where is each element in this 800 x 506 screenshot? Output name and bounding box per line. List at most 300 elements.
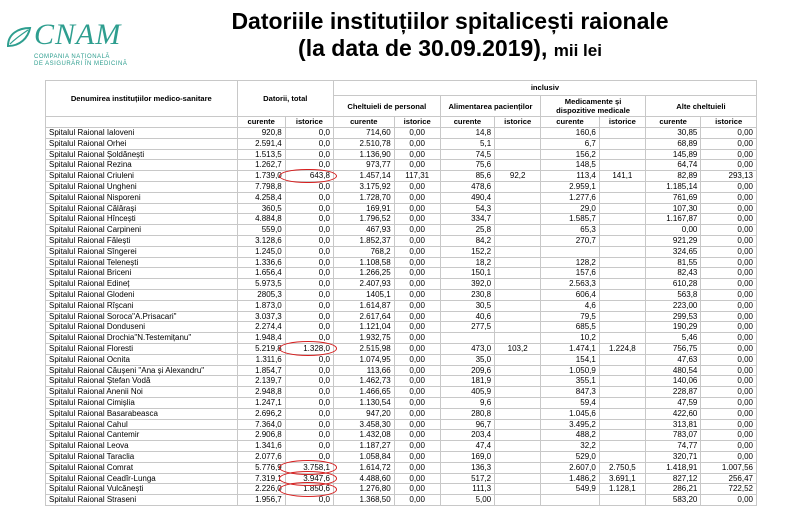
value-cell: 152,2 (440, 246, 494, 257)
value-cell: 0,00 (701, 138, 757, 149)
value-cell: 1.656,4 (237, 268, 285, 279)
value-cell: 1.136,90 (333, 149, 394, 160)
value-cell: 0,0 (285, 138, 333, 149)
value-cell: 2.617,64 (333, 311, 394, 322)
value-cell: 1.956,7 (237, 495, 285, 506)
value-cell: 84,2 (440, 235, 494, 246)
value-cell: 3.175,92 (333, 181, 394, 192)
value-cell: 2.226,0 (237, 484, 285, 495)
value-cell: 47,59 (645, 397, 700, 408)
value-cell: 117,31 (394, 171, 440, 182)
value-cell: 128,2 (541, 257, 600, 268)
value-cell: 1.728,70 (333, 192, 394, 203)
value-cell: 4.258,4 (237, 192, 285, 203)
hospital-name: Spitalul Raional Briceni (46, 268, 238, 279)
value-cell: 157,6 (541, 268, 600, 279)
value-cell: 610,28 (645, 279, 700, 290)
value-cell: 0,00 (394, 473, 440, 484)
table-row (46, 397, 757, 408)
subheader-istorice: istorice (701, 117, 757, 128)
table-row (46, 408, 757, 419)
value-cell: 0,00 (394, 203, 440, 214)
value-cell: 0,00 (701, 246, 757, 257)
value-cell: 113,4 (541, 171, 600, 182)
hospital-name: Spitalul Raional Rîșcani (46, 300, 238, 311)
value-cell: 1.873,0 (237, 300, 285, 311)
value-cell: 0,00 (394, 365, 440, 376)
hospital-name: Spitalul Raional Hîncești (46, 214, 238, 225)
value-cell: 0,0 (285, 192, 333, 203)
value-cell: 0,0 (285, 333, 333, 344)
value-cell (541, 246, 600, 257)
value-cell: 1.457,14 (333, 171, 394, 182)
value-cell: 0,00 (701, 343, 757, 354)
value-cell: 1.187,27 (333, 441, 394, 452)
value-cell: 190,29 (645, 322, 700, 333)
logo-subtitle-line-2: DE ASIGURĂRI ÎN MEDICINĂ (34, 61, 128, 67)
value-cell: 141,1 (599, 171, 645, 182)
value-cell: 145,89 (645, 149, 700, 160)
value-cell: 0,00 (701, 419, 757, 430)
value-cell: 0,0 (285, 376, 333, 387)
table-row (46, 354, 757, 365)
value-cell (495, 257, 541, 268)
value-cell (495, 225, 541, 236)
table-row (46, 160, 757, 171)
circled-value-cell: 1.328,0 (285, 343, 333, 354)
value-cell: 64,74 (645, 160, 700, 171)
value-cell: 203,4 (440, 430, 494, 441)
value-cell: 5,46 (645, 333, 700, 344)
value-cell: 85,6 (440, 171, 494, 182)
value-cell (599, 214, 645, 225)
value-cell: 0,0 (285, 181, 333, 192)
value-cell: 0,00 (701, 225, 757, 236)
value-cell (495, 451, 541, 462)
value-cell: 7.319,1 (237, 473, 285, 484)
value-cell (599, 203, 645, 214)
header-alte: Alte cheltuieli (645, 96, 756, 117)
value-cell (599, 279, 645, 290)
value-cell: 1.007,56 (701, 462, 757, 473)
value-cell: 324,65 (645, 246, 700, 257)
value-cell: 0,0 (285, 354, 333, 365)
value-cell: 10,2 (541, 333, 600, 344)
header-inclusiv: inclusiv (333, 81, 756, 96)
value-cell: 2.515,98 (333, 343, 394, 354)
value-cell: 0,00 (394, 441, 440, 452)
value-cell (495, 354, 541, 365)
value-cell: 1.432,08 (333, 430, 394, 441)
value-cell (599, 333, 645, 344)
value-cell: 14,8 (440, 128, 494, 139)
value-cell (599, 419, 645, 430)
table-row (46, 387, 757, 398)
value-cell: 4.488,60 (333, 473, 394, 484)
value-cell: 355,1 (541, 376, 600, 387)
value-cell: 0,00 (701, 181, 757, 192)
debts-table (45, 80, 757, 506)
table-row (46, 333, 757, 344)
value-cell: 0,00 (645, 225, 700, 236)
value-cell: 280,8 (440, 408, 494, 419)
value-cell: 2.906,8 (237, 430, 285, 441)
table-row (46, 365, 757, 376)
value-cell: 2805,3 (237, 289, 285, 300)
value-cell (495, 149, 541, 160)
value-cell: 277,5 (440, 322, 494, 333)
value-cell (495, 279, 541, 290)
value-cell: 0,00 (701, 128, 757, 139)
value-cell: 82,43 (645, 268, 700, 279)
value-cell: 0,00 (394, 192, 440, 203)
value-cell: 1.074,95 (333, 354, 394, 365)
value-cell: 0,00 (701, 365, 757, 376)
value-cell: 0,00 (394, 289, 440, 300)
value-cell: 1.466,65 (333, 387, 394, 398)
value-cell (599, 397, 645, 408)
value-cell: 92,2 (495, 171, 541, 182)
value-cell (599, 387, 645, 398)
value-cell (495, 289, 541, 300)
value-cell: 0,00 (701, 311, 757, 322)
value-cell: 1.266,25 (333, 268, 394, 279)
hospital-name: Spitalul Raional Fălești (46, 235, 238, 246)
value-cell: 0,00 (394, 387, 440, 398)
value-cell: 0,0 (285, 268, 333, 279)
page-title: Datoriile instituțiilor spitalicești raionale (231, 8, 669, 34)
value-cell: 169,0 (440, 451, 494, 462)
value-cell: 18,2 (440, 257, 494, 268)
value-cell: 0,00 (701, 441, 757, 452)
table-row (46, 181, 757, 192)
table-row (46, 171, 757, 182)
value-cell: 0,00 (701, 214, 757, 225)
value-cell: 0,00 (701, 160, 757, 171)
value-cell (599, 365, 645, 376)
table-row (46, 311, 757, 322)
header-blank (46, 117, 238, 128)
table-row (46, 246, 757, 257)
value-cell: 1.585,7 (541, 214, 600, 225)
value-cell: 2.274,4 (237, 322, 285, 333)
value-cell: 0,00 (394, 408, 440, 419)
value-cell: 0,0 (285, 203, 333, 214)
value-cell: 0,00 (701, 268, 757, 279)
value-cell: 74,5 (440, 149, 494, 160)
value-cell: 467,93 (333, 225, 394, 236)
value-cell: 0,00 (394, 300, 440, 311)
value-cell (599, 311, 645, 322)
value-cell: 4,6 (541, 300, 600, 311)
value-cell: 0,00 (394, 419, 440, 430)
value-cell (599, 408, 645, 419)
value-cell (495, 322, 541, 333)
value-cell: 320,71 (645, 451, 700, 462)
subheader-curente: curente (541, 117, 600, 128)
value-cell: 1.121,04 (333, 322, 394, 333)
value-cell: 1.932,75 (333, 333, 394, 344)
value-cell (599, 246, 645, 257)
header-total: Datorii, total (237, 81, 333, 117)
value-cell: 0,00 (701, 495, 757, 506)
value-cell: 3.458,30 (333, 419, 394, 430)
value-cell: 0,00 (701, 333, 757, 344)
value-cell: 0,00 (394, 430, 440, 441)
hospital-name: Spitalul Raional Telenești (46, 257, 238, 268)
value-cell: 0,00 (394, 279, 440, 290)
table-row (46, 462, 757, 473)
table-row (46, 322, 757, 333)
value-cell: 59,4 (541, 397, 600, 408)
value-cell: 1.474,1 (541, 343, 600, 354)
value-cell: 0,00 (394, 160, 440, 171)
table-row (46, 268, 757, 279)
value-cell (599, 289, 645, 300)
value-cell (599, 235, 645, 246)
value-cell: 1.796,52 (333, 214, 394, 225)
hospital-name: Spitalul Raional Cimișlia (46, 397, 238, 408)
value-cell: 0,00 (394, 462, 440, 473)
table-row (46, 451, 757, 462)
value-cell: 921,29 (645, 235, 700, 246)
value-cell: 0,00 (394, 214, 440, 225)
value-cell: 30,85 (645, 128, 700, 139)
value-cell: 0,0 (285, 289, 333, 300)
value-cell: 29,0 (541, 203, 600, 214)
hospital-name: Spitalul Raional Comrat (46, 462, 238, 473)
value-cell: 685,5 (541, 322, 600, 333)
hospital-name: Spitalul Raional Soroca"A.Prisacari" (46, 311, 238, 322)
subheader-curente: curente (237, 117, 285, 128)
value-cell: 7.364,0 (237, 419, 285, 430)
value-cell: 7.798,8 (237, 181, 285, 192)
value-cell (495, 333, 541, 344)
value-cell: 1.224,8 (599, 343, 645, 354)
subheader-istorice: istorice (394, 117, 440, 128)
circled-value-cell: 643,8 (285, 171, 333, 182)
value-cell: 0,0 (285, 225, 333, 236)
table-row (46, 484, 757, 495)
table-row (46, 300, 757, 311)
table-row (46, 289, 757, 300)
value-cell: 0,00 (394, 484, 440, 495)
hospital-name: Spitalul Raional Ialoveni (46, 128, 238, 139)
table-row (46, 441, 757, 452)
value-cell: 947,20 (333, 408, 394, 419)
value-cell (599, 225, 645, 236)
value-cell: 0,00 (394, 311, 440, 322)
value-cell (495, 376, 541, 387)
value-cell (495, 408, 541, 419)
value-cell: 714,60 (333, 128, 394, 139)
value-cell: 209,6 (440, 365, 494, 376)
value-cell: 0,0 (285, 160, 333, 171)
value-cell: 1.614,87 (333, 300, 394, 311)
value-cell: 0,00 (701, 279, 757, 290)
value-cell (495, 365, 541, 376)
value-cell: 1.128,1 (599, 484, 645, 495)
value-cell: 0,0 (285, 441, 333, 452)
table-row (46, 128, 757, 139)
value-cell: 5.219,8 (237, 343, 285, 354)
value-cell: 0,00 (394, 376, 440, 387)
value-cell: 3.128,6 (237, 235, 285, 246)
value-cell: 0,00 (394, 225, 440, 236)
value-cell (495, 128, 541, 139)
value-cell: 2.591,4 (237, 138, 285, 149)
value-cell (495, 181, 541, 192)
value-cell: 0,00 (394, 128, 440, 139)
table-row (46, 203, 757, 214)
value-cell: 0,0 (285, 495, 333, 506)
value-cell: 0,0 (285, 408, 333, 419)
value-cell: 722,52 (701, 484, 757, 495)
value-cell (495, 192, 541, 203)
value-cell: 150,1 (440, 268, 494, 279)
value-cell: 478,6 (440, 181, 494, 192)
hospital-name: Spitalul Raional Floresti (46, 343, 238, 354)
subheader-istorice: istorice (495, 117, 541, 128)
value-cell (440, 333, 494, 344)
value-cell: 228,87 (645, 387, 700, 398)
value-cell: 422,60 (645, 408, 700, 419)
value-cell: 0,00 (394, 181, 440, 192)
value-cell (599, 300, 645, 311)
value-cell: 0,0 (285, 300, 333, 311)
value-cell: 25,8 (440, 225, 494, 236)
value-cell: 32,2 (541, 441, 600, 452)
value-cell: 136,3 (440, 462, 494, 473)
value-cell: 0,00 (701, 322, 757, 333)
value-cell: 0,00 (394, 495, 440, 506)
hospital-name: Spitalul Raional Criuleni (46, 171, 238, 182)
value-cell: 405,9 (440, 387, 494, 398)
table-row (46, 214, 757, 225)
value-cell: 1.185,14 (645, 181, 700, 192)
value-cell: 606,4 (541, 289, 600, 300)
hospital-name: Spitalul Raional Carpineni (46, 225, 238, 236)
hospital-name: Spitalul Raional Rezina (46, 160, 238, 171)
value-cell: 148,5 (541, 160, 600, 171)
value-cell: 156,2 (541, 149, 600, 160)
value-cell: 2.563,3 (541, 279, 600, 290)
value-cell: 360,5 (237, 203, 285, 214)
value-cell: 1.167,87 (645, 214, 700, 225)
value-cell: 973,77 (333, 160, 394, 171)
value-cell (599, 430, 645, 441)
value-cell: 169,91 (333, 203, 394, 214)
header-alimentare: Alimentarea pacienților (440, 96, 541, 117)
value-cell: 827,12 (645, 473, 700, 484)
value-cell (495, 160, 541, 171)
table-row (46, 225, 757, 236)
value-cell: 0,00 (394, 451, 440, 462)
value-cell: 4.884,8 (237, 214, 285, 225)
hospital-name: Spitalul Raional Ocnita (46, 354, 238, 365)
hospital-name: Spitalul Raional Ungheni (46, 181, 238, 192)
value-cell: 40,6 (440, 311, 494, 322)
hospital-name: Spitalul Raional Sîngerei (46, 246, 238, 257)
value-cell: 82,89 (645, 171, 700, 182)
value-cell: 223,00 (645, 300, 700, 311)
value-cell: 0,00 (394, 354, 440, 365)
value-cell: 1.418,91 (645, 462, 700, 473)
unit-label: mii lei (553, 41, 602, 60)
value-cell: 334,7 (440, 214, 494, 225)
value-cell: 47,4 (440, 441, 494, 452)
value-cell: 2.750,5 (599, 462, 645, 473)
value-cell: 0,0 (285, 246, 333, 257)
hospital-name: Spitalul Raional Straseni (46, 495, 238, 506)
value-cell: 1.739,0 (237, 171, 285, 182)
value-cell: 0,00 (701, 235, 757, 246)
table-row (46, 192, 757, 203)
value-cell (599, 451, 645, 462)
table-row (46, 279, 757, 290)
value-cell: 5,00 (440, 495, 494, 506)
value-cell (495, 203, 541, 214)
value-cell: 35,0 (440, 354, 494, 365)
table-row (46, 235, 757, 246)
circled-value-cell: 3.947,6 (285, 473, 333, 484)
hospital-name: Spitalul Raional Ștefan Vodă (46, 376, 238, 387)
value-cell: 1.130,54 (333, 397, 394, 408)
cnam-logo (4, 18, 128, 72)
subheader-curente: curente (645, 117, 700, 128)
hospital-name: Spitalul Raional Basarabeasca (46, 408, 238, 419)
value-cell: 0,00 (394, 257, 440, 268)
value-cell: 65,3 (541, 225, 600, 236)
value-cell: 0,00 (394, 268, 440, 279)
hospital-name: Spitalul Raional Leova (46, 441, 238, 452)
table-row (46, 257, 757, 268)
subheader-curente: curente (333, 117, 394, 128)
table-body (46, 128, 757, 506)
value-cell: 2.696,2 (237, 408, 285, 419)
value-cell: 920,8 (237, 128, 285, 139)
hospital-name: Spitalul Raional Cahul (46, 419, 238, 430)
value-cell (495, 138, 541, 149)
value-cell: 490,4 (440, 192, 494, 203)
value-cell: 0,0 (285, 322, 333, 333)
hospital-name: Spitalul Raional Cantemir (46, 430, 238, 441)
circled-value-cell: 1.850,6 (285, 484, 333, 495)
value-cell: 181,9 (440, 376, 494, 387)
value-cell: 0,0 (285, 430, 333, 441)
value-cell: 1.276,80 (333, 484, 394, 495)
value-cell: 1405,1 (333, 289, 394, 300)
value-cell: 0,00 (394, 322, 440, 333)
subheader-istorice: istorice (285, 117, 333, 128)
value-cell: 79,5 (541, 311, 600, 322)
value-cell: 0,00 (394, 246, 440, 257)
hospital-name: Spitalul Raional Anenii Noi (46, 387, 238, 398)
table-row (46, 138, 757, 149)
value-cell (599, 181, 645, 192)
value-cell: 0,0 (285, 149, 333, 160)
value-cell: 768,2 (333, 246, 394, 257)
value-cell: 74,77 (645, 441, 700, 452)
value-cell (495, 473, 541, 484)
hospital-name: Spitalul Raional Taraclia (46, 451, 238, 462)
value-cell: 96,7 (440, 419, 494, 430)
value-cell: 1.341,6 (237, 441, 285, 452)
value-cell: 559,0 (237, 225, 285, 236)
logo-subtitle (34, 54, 134, 68)
header-personal: Cheltuieli de personal (333, 96, 440, 117)
value-cell: 3.037,3 (237, 311, 285, 322)
